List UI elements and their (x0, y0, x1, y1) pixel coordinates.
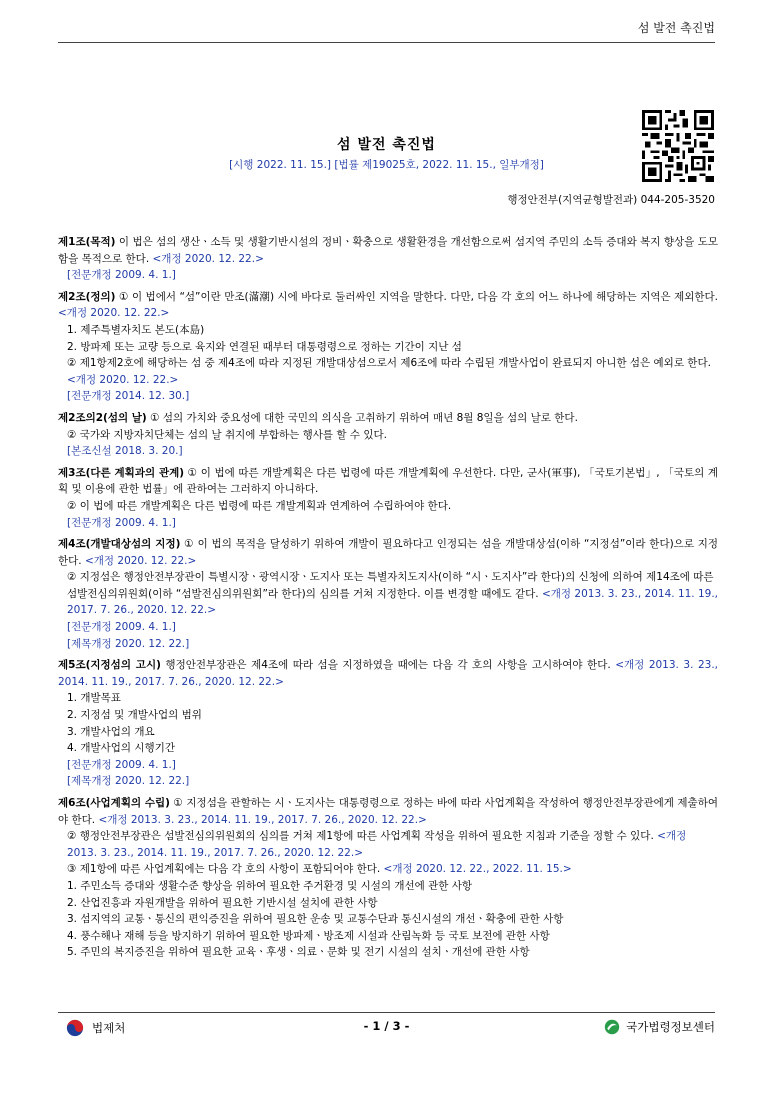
amendment-note: [전문개정 2009. 4. 1.] (67, 621, 176, 634)
article-line-text: ② 이 법에 따른 개발계획은 다른 법령에 따른 개발계획과 연계하여 수립하여야 한다. (67, 499, 452, 512)
article-heading: 제1조(목적) (58, 236, 116, 248)
article-line (58, 911, 718, 928)
article-line (58, 878, 718, 895)
amendment-note: <개정 2013. 3. 23., 2014. 11. 19., 2017. 7. 26., 2020. 12. 22.> (67, 830, 687, 859)
header-divider (58, 42, 715, 43)
article-line-text: 5. 주민의 복지증진을 위하여 필요한 교육ㆍ후생ㆍ의료ㆍ문화 및 전기 시설의 설치ㆍ개선에 관한 사항 (67, 946, 530, 959)
article-line-text: ② 행정안전부장관은 섬발전심의위원회의 심의를 거쳐 제1항에 따른 사업계획 작성을 위하여 필요한 지침과 기준을 정할 수 있다. (67, 830, 654, 843)
article-line (58, 388, 718, 405)
page-number: - 1 / 3 - (363, 1019, 410, 1033)
enforcement-info: [시행 2022. 11. 15.] [법률 제19025호, 2022. 11. 15., 일부개정] (229, 159, 544, 171)
article-line (58, 498, 718, 515)
article-text: ① 이 법에 따른 개발계획은 다른 법령에 따른 개발계획에 우선한다. 다만, 군사(軍事), 「국토기본법」, 「국토의 계획 및 이용에 관한 법률」에 관하여는 그러하지 아니하다. (58, 466, 718, 496)
amendment-note: [제목개정 2020. 12. 22.] (67, 775, 190, 788)
amendment-note: [전문개정 2014. 12. 30.] (67, 390, 190, 403)
amendment-note: [본조신설 2018. 3. 20.] (67, 445, 183, 458)
article-4 (58, 465, 718, 531)
article-heading: 제5조(지정섬의 고시) (58, 659, 161, 672)
ministry-contact: 행정안전부(지역균형발전과) 044-205-3520 (507, 194, 715, 206)
article-heading: 제6조(사업계획의 수립) (58, 797, 170, 809)
article-3 (58, 410, 718, 460)
article-line (58, 928, 718, 945)
article-main-paragraph (58, 234, 718, 267)
amendment-note: <개정 2020. 12. 22.> (149, 252, 264, 265)
article-line (58, 339, 718, 356)
footer-source-label: 국가법령정보센터 (626, 1020, 715, 1034)
article-text: 이 법은 섬의 생산ㆍ소득 및 생활기반시설의 정비ㆍ확충으로 생활환경을 개선함으로써 섬지역 주민의 소득 증대와 복지 향상을 도모함을 목적으로 한다. (58, 236, 718, 265)
article-text: ① 이 법의 목적을 달성하기 위하여 개발이 필요하다고 인정되는 섬을 개발대상섬(이하 “지정섬”이라 한다)으로 지정한다. (58, 538, 718, 567)
article-line-text: 3. 섬지역의 교통ㆍ통신의 편익증진을 위하여 필요한 운송 및 교통수단과 통신시설의 개선ㆍ확충에 관한 사항 (67, 913, 564, 926)
article-line-text: ③ 제1항에 따른 사업계획에는 다음 각 호의 사항이 포함되어야 한다. (67, 863, 381, 876)
article-line-text: 2. 방파제 또는 교량 등으로 육지와 연결된 때부터 대통령령으로 정하는 기간이 지난 섬 (67, 340, 462, 353)
article-text: ① 지정섬을 관할하는 시ㆍ도지사는 대통령령으로 정하는 바에 따라 사업계획을 작성하여 행정안전부장관에게 제출하여야 한다. (58, 797, 718, 826)
amendment-note: [전문개정 2009. 4. 1.] (67, 269, 176, 282)
article-line (58, 636, 718, 653)
article-heading: 제2조(정의) (58, 290, 116, 303)
amendment-note: <개정 2020. 12. 22.> (81, 554, 197, 567)
article-line (58, 895, 718, 912)
article-6 (58, 657, 718, 790)
article-line-text: ② 제1항제2호에 해당하는 섬 중 제4조에 따라 지정된 개발대상섬으로서 제6조에 따라 수립된 개발사업이 완료되지 아니한 섬은 예외로 한다. (67, 357, 711, 370)
article-main-paragraph (58, 289, 718, 322)
article-line (58, 355, 718, 388)
law-center-logo-icon (604, 1019, 620, 1035)
article-line (58, 757, 718, 774)
article-1 (58, 234, 718, 284)
article-line (58, 569, 718, 619)
amendment-note: <개정 2013. 3. 23., 2014. 11. 19., 2017. 7. 26., 2020. 12. 22.> (95, 813, 427, 826)
document-title: 섬 발전 촉진법 (337, 137, 436, 153)
article-line (58, 690, 718, 707)
article-line (58, 322, 718, 339)
article-text: 행정안전부장관은 제4조에 따라 섬을 지정하였을 때에는 다음 각 호의 사항을 고시하여야 한다. (160, 659, 611, 672)
article-line-text: 2. 산업진흥과 자원개발을 위하여 필요한 기반시설 설치에 관한 사항 (67, 896, 378, 909)
article-line (58, 443, 718, 460)
article-text: ① 이 법에서 “섬”이란 만조(滿潮) 시에 바다로 둘러싸인 지역을 말한다. 다만, 다음 각 호의 어느 하나에 해당하는 지역은 제외한다. (115, 290, 718, 303)
amendment-note: [전문개정 2009. 4. 1.] (67, 758, 176, 771)
article-line (58, 773, 718, 790)
article-heading: 제2조의2(섬의 날) (58, 411, 147, 424)
article-main-paragraph (58, 410, 718, 427)
article-line (58, 619, 718, 636)
article-7 (58, 795, 718, 961)
article-line (58, 707, 718, 724)
article-line (58, 724, 718, 741)
article-heading: 제4조(개발대상섬의 지정) (58, 538, 181, 551)
article-line-text: ② 지정섬은 행정안전부장관이 특별시장ㆍ광역시장ㆍ도지사 또는 특별자치도지사(이하 “시ㆍ도지사”라 한다)의 신청에 의하여 제14조에 따른 섬발전심의위원회(이하 “섬발전심의위원회”라 한다)의 심의를 거쳐 지정한다. 이를 변경할 때에도 같다. (67, 571, 714, 600)
amendment-note: [제목개정 2020. 12. 22.] (67, 637, 190, 650)
amendment-note: <개정 2020. 12. 22.> (67, 373, 179, 386)
article-line (58, 740, 718, 757)
article-line-text: 1. 개발목표 (67, 692, 121, 705)
amendment-note: <개정 2013. 3. 23., 2014. 11. 19., 2017. 7. 26., 2020. 12. 22.> (58, 659, 718, 688)
amendment-note: [전문개정 2009. 4. 1.] (67, 516, 176, 529)
article-main-paragraph (58, 465, 718, 498)
article-main-paragraph (58, 795, 718, 828)
article-main-paragraph (58, 536, 718, 569)
article-line-text: 4. 개발사업의 시행기간 (67, 742, 175, 755)
article-5 (58, 536, 718, 652)
amendment-note: <개정 2020. 12. 22., 2022. 11. 15.> (380, 863, 572, 876)
article-line-text: 2. 지정섬 및 개발사업의 범위 (67, 709, 202, 722)
article-line (58, 267, 718, 284)
article-line (58, 427, 718, 444)
running-title: 섬 발전 촉진법 (637, 21, 715, 35)
article-line (58, 828, 718, 861)
article-2 (58, 289, 718, 405)
article-line-text: 4. 풍수해나 재해 등을 방지하기 위하여 필요한 방파제ㆍ방조제 시설과 산림녹화 등 국토 보전에 관한 사항 (67, 929, 550, 942)
article-line-text: 1. 제주특별자치도 본도(本島) (67, 323, 205, 336)
article-line-text: ② 국가와 지방자치단체는 섬의 날 취지에 부합하는 행사를 할 수 있다. (67, 428, 387, 441)
article-line (58, 944, 718, 961)
article-line (58, 861, 718, 878)
footer-source (604, 1019, 715, 1035)
footer-publisher-label: 법제처 (92, 1021, 126, 1035)
article-list (58, 234, 718, 966)
article-text: ① 섬의 가치와 중요성에 대한 국민의 의식을 고취하기 위하여 매년 8월 8일을 섬의 날로 한다. (146, 411, 578, 424)
amendment-note: <개정 2013. 3. 23., 2014. 11. 19., 2017. 7. 26., 2020. 12. 22.> (67, 587, 719, 617)
article-line-text: 3. 개발사업의 개요 (67, 725, 155, 738)
article-line (58, 515, 718, 532)
article-line-text: 1. 주민소득 증대와 생활수준 향상을 위하여 필요한 주거환경 및 시설의 개선에 관한 사항 (67, 879, 473, 892)
amendment-note: <개정 2020. 12. 22.> (58, 307, 170, 320)
article-heading: 제3조(다른 계획과의 관계) (58, 466, 185, 479)
footer-divider (58, 1012, 715, 1013)
article-main-paragraph (58, 657, 718, 690)
